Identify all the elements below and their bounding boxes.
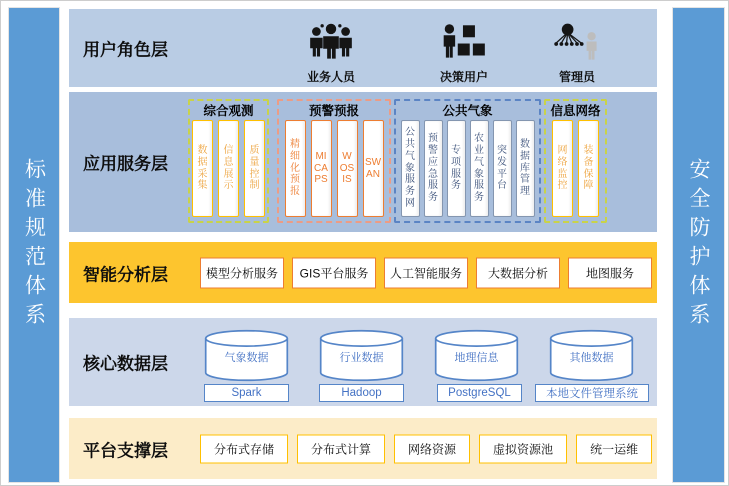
service-column: 网络监控	[552, 120, 573, 217]
layer-core-data	[69, 318, 657, 406]
analysis-services-row	[200, 257, 652, 288]
group-public-meteorology	[394, 99, 541, 223]
layer-user-role	[69, 9, 657, 87]
role-label: 决策用户	[439, 70, 488, 84]
service-column: 精细化预报	[285, 120, 306, 217]
service-column: 质量控制	[244, 120, 265, 217]
analysis-service-box: 模型分析服务	[200, 257, 284, 288]
service-column: 数据库管理	[516, 120, 535, 217]
platform-resources-row	[200, 434, 652, 463]
engine-box: Hadoop	[319, 384, 404, 402]
group-columns	[401, 120, 535, 217]
layer-title-user-role: 用户角色层	[83, 40, 168, 60]
group-columns	[552, 120, 599, 217]
database-cylinder	[204, 329, 289, 382]
service-column: 公共气象服务网	[401, 120, 420, 217]
role-decision-user	[414, 21, 514, 85]
database-label: 其他数据	[569, 352, 614, 364]
admin-network-icon	[552, 21, 602, 65]
engine-box: Spark	[204, 384, 289, 402]
person-blocks-icon	[439, 21, 489, 65]
group-integrated-observation	[188, 99, 269, 223]
analysis-service-box: 大数据分析	[476, 257, 560, 288]
layer-title-application-service: 应用服务层	[83, 154, 168, 174]
database-cylinder	[434, 329, 519, 382]
standards-pillar	[8, 7, 60, 483]
layer-application-service	[69, 92, 657, 232]
service-column: 农业气象服务	[470, 120, 489, 217]
service-column: WOSIS	[337, 120, 358, 217]
service-column: SWAN	[363, 120, 384, 217]
platform-resource-box: 网络资源	[394, 434, 470, 463]
analysis-service-box: GIS平台服务	[292, 257, 376, 288]
database-label: 地理信息	[454, 352, 499, 364]
database-label: 行业数据	[339, 352, 384, 364]
layer-title-intelligent-analysis: 智能分析层	[83, 265, 168, 284]
group-title: 信息网络	[550, 104, 601, 118]
platform-resource-box: 分布式计算	[297, 434, 385, 463]
group-information-network	[544, 99, 607, 223]
standards-pillar-label: 标准规范体系	[22, 158, 46, 332]
group-title: 综合观测	[203, 104, 254, 118]
security-pillar-label: 安全防护体系	[687, 158, 710, 332]
platform-resource-box: 虚拟资源池	[479, 434, 567, 463]
role-label: 管理员	[558, 70, 595, 84]
group-warning-forecast	[277, 99, 391, 223]
platform-resource-box: 统一运维	[576, 434, 652, 463]
service-column: MICAPS	[311, 120, 332, 217]
service-column: 突发平台	[493, 120, 512, 217]
role-business-staff	[276, 21, 386, 85]
analysis-service-box: 地图服务	[568, 257, 652, 288]
service-column: 信息展示	[218, 120, 239, 217]
layer-title-platform-support: 平台支撑层	[83, 441, 168, 460]
layer-title-core-data: 核心数据层	[83, 354, 168, 374]
engine-box: 本地文件管理系统	[535, 384, 649, 402]
group-title: 预警预报	[308, 104, 359, 118]
group-columns	[285, 120, 384, 217]
role-administrator	[527, 21, 627, 85]
database-cylinder	[319, 329, 404, 382]
engine-box: PostgreSQL	[437, 384, 522, 402]
layer-intelligent-analysis	[69, 242, 657, 303]
role-label: 业务人员	[306, 70, 355, 84]
group-columns	[192, 120, 265, 217]
service-column: 预警应急服务	[424, 120, 443, 217]
platform-resource-box: 分布式存储	[200, 434, 288, 463]
security-pillar	[672, 7, 725, 483]
layer-platform-support	[69, 418, 657, 479]
analysis-service-box: 人工智能服务	[384, 257, 468, 288]
database-label: 气象数据	[224, 352, 269, 364]
service-column: 专项服务	[447, 120, 466, 217]
service-column: 装备保障	[578, 120, 599, 217]
group-title: 公共气象	[442, 104, 493, 118]
database-cylinder	[549, 329, 634, 382]
service-column: 数据采集	[192, 120, 213, 217]
people-group-icon	[306, 21, 356, 65]
